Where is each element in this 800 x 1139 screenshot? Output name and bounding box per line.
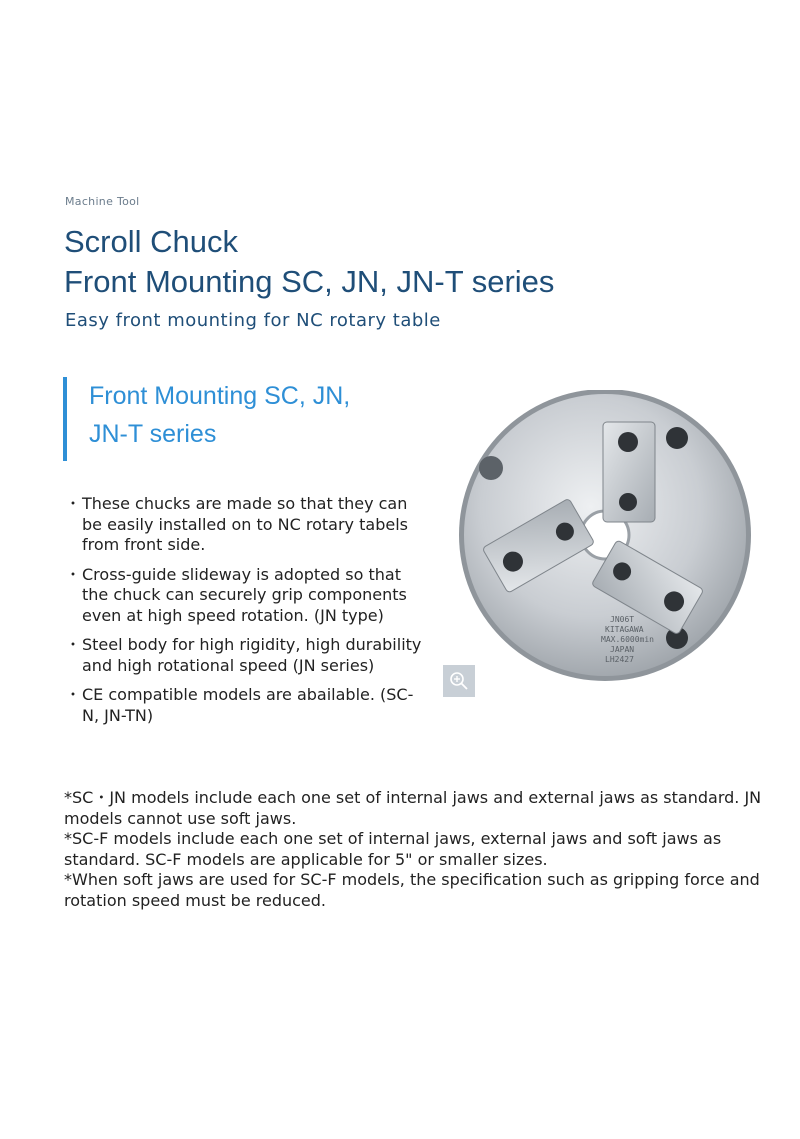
page-title	[64, 222, 554, 302]
note-text: *SC・JN models include each one set of internal jaws and external jaws as standard. JN models cannot use soft jaws.	[64, 788, 762, 828]
feature-text: Cross-guide slideway is adopted so that the chuck can securely grip components even at high speed rotation. (JN type)	[82, 564, 407, 625]
chuck-product-image	[455, 390, 755, 685]
list-item	[63, 494, 423, 556]
section-title	[89, 377, 350, 453]
zoom-in-icon	[449, 671, 469, 691]
list-item	[63, 635, 423, 676]
feature-text: CE compatible models are abailable. (SC-N, JN-TN)	[82, 685, 414, 725]
jaw-top	[603, 422, 655, 522]
page-subtitle: Easy front mounting for NC rotary table	[65, 310, 441, 331]
feature-text: Steel body for high rigidity, high durability and high rotational speed (JN series)	[82, 635, 422, 675]
engraving-line: LH2427	[605, 655, 634, 664]
page-title-line2: Front Mounting SC, JN, JN-T series	[64, 264, 555, 299]
zoom-button[interactable]	[443, 665, 475, 697]
bullet: ・	[65, 494, 82, 513]
notes-block	[64, 788, 774, 911]
note-text: *When soft jaws are used for SC-F models, the specification such as gripping force and rotation speed must be reduced.	[64, 870, 760, 910]
engraving-line: JN06T	[610, 615, 635, 624]
bullet: ・	[65, 564, 82, 584]
list-item	[63, 685, 423, 726]
feature-list	[63, 494, 423, 735]
section-title-line2: JN-T series	[89, 420, 217, 448]
chuck-illustration	[455, 390, 755, 685]
section-title-line1: Front Mounting SC, JN,	[89, 382, 351, 410]
page-title-line1: Scroll Chuck	[64, 224, 238, 259]
bullet: ・	[65, 685, 82, 704]
feature-text: These chucks are made so that they can be easily installed on to NC rotary tabels from front side.	[82, 494, 408, 554]
engraving-line: MAX.6000min	[601, 635, 654, 644]
list-item	[63, 565, 423, 627]
engraving-line: KITAGAWA	[605, 625, 644, 634]
note-text: *SC-F models include each one set of internal jaws, external jaws and soft jaws as standard. SC-F models are applicable for 5" or smaller sizes.	[64, 829, 722, 869]
bullet: ・	[65, 635, 82, 654]
category-label: Machine Tool	[65, 195, 140, 208]
engraving-line: JAPAN	[610, 645, 635, 654]
section-heading-block	[63, 377, 350, 461]
